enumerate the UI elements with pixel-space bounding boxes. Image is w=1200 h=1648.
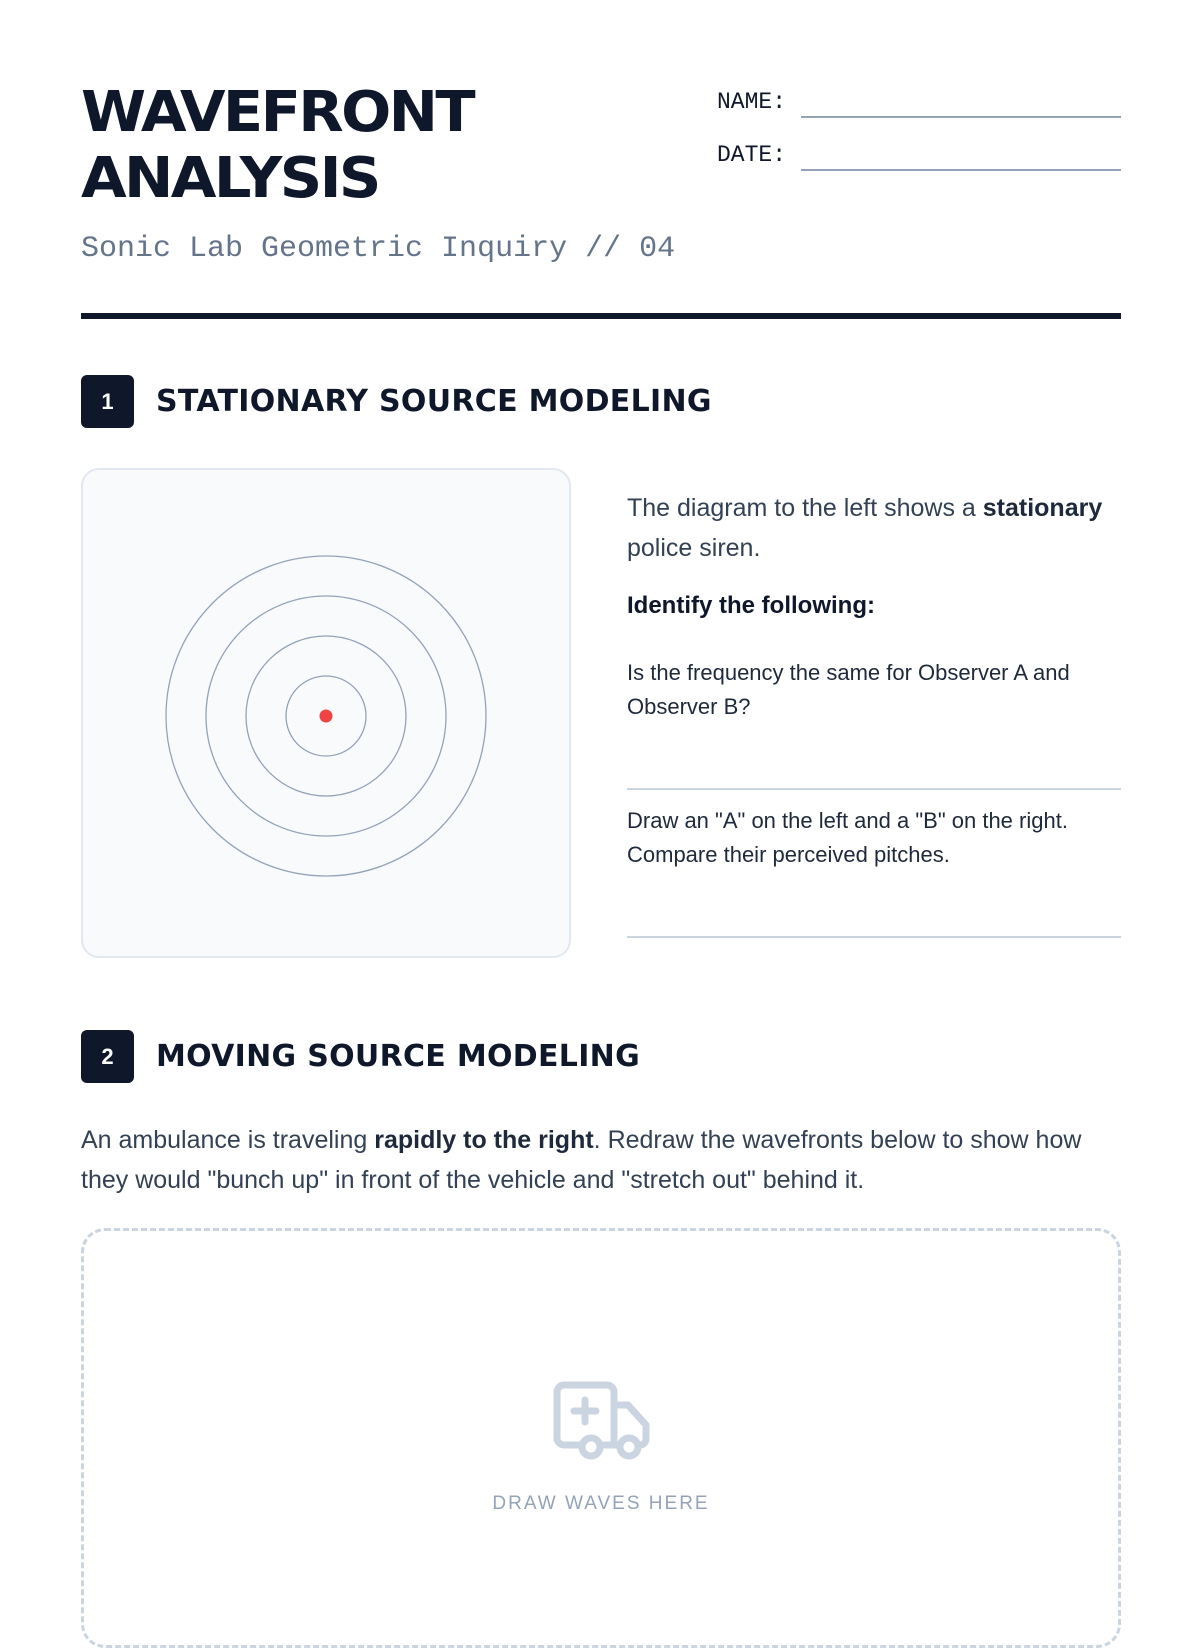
section-2-header: [81, 1030, 640, 1083]
draw-waves-area[interactable]: [81, 1228, 1121, 1648]
answer-line-2[interactable]: [627, 936, 1121, 938]
question-1: Is the frequency the same for Observer A and Observer B?: [627, 660, 1070, 719]
title-line-2: ANALYSIS: [81, 146, 379, 211]
worksheet-subtitle: Sonic Lab Geometric Inquiry // 04: [81, 232, 676, 266]
ambulance-icon: [552, 1381, 652, 1463]
date-line[interactable]: [801, 169, 1121, 171]
student-fields: [717, 84, 1121, 190]
header-divider: [81, 313, 1121, 319]
wavefront-diagram: [83, 470, 569, 956]
section-2-number: 2: [81, 1030, 134, 1083]
question-2: Draw an "A" on the left and a "B" on the right. Compare their perceived pitches.: [627, 808, 1068, 867]
section-1-header: [81, 375, 712, 428]
desc-suffix: . Redraw the wavefronts below to show how they would "bunch up" in front of the vehicle and "stretch out" behind it.: [81, 1126, 1082, 1194]
name-line[interactable]: [801, 116, 1121, 118]
section-1-intro: [627, 488, 1121, 568]
name-label: NAME:: [717, 89, 787, 115]
answer-line-1[interactable]: [627, 788, 1121, 790]
section-1-text: [627, 488, 1121, 938]
title-line-1: WAVEFRONT: [81, 80, 473, 145]
stationary-source-diagram: [81, 468, 571, 958]
siren-source-dot: [320, 710, 333, 723]
date-field[interactable]: [717, 137, 1121, 173]
section-2-description: [81, 1120, 1121, 1200]
desc-bold: rapidly to the right: [374, 1126, 594, 1154]
worksheet-header: [81, 0, 1121, 320]
date-label: DATE:: [717, 142, 787, 168]
section-1-number: 1: [81, 375, 134, 428]
section-1-title: STATIONARY SOURCE MODELING: [156, 384, 712, 419]
draw-waves-label: DRAW WAVES HERE: [492, 1493, 710, 1514]
section-2-title: MOVING SOURCE MODELING: [156, 1039, 640, 1074]
identify-heading: Identify the following:: [627, 592, 875, 619]
worksheet-title: [81, 80, 608, 212]
name-field[interactable]: [717, 84, 1121, 120]
desc-prefix: An ambulance is traveling: [81, 1126, 375, 1154]
intro-bold: stationary: [982, 494, 1103, 522]
intro-prefix: The diagram to the left shows a: [627, 494, 983, 522]
intro-suffix: police siren.: [627, 534, 761, 562]
worksheet-page: [81, 0, 1121, 1514]
